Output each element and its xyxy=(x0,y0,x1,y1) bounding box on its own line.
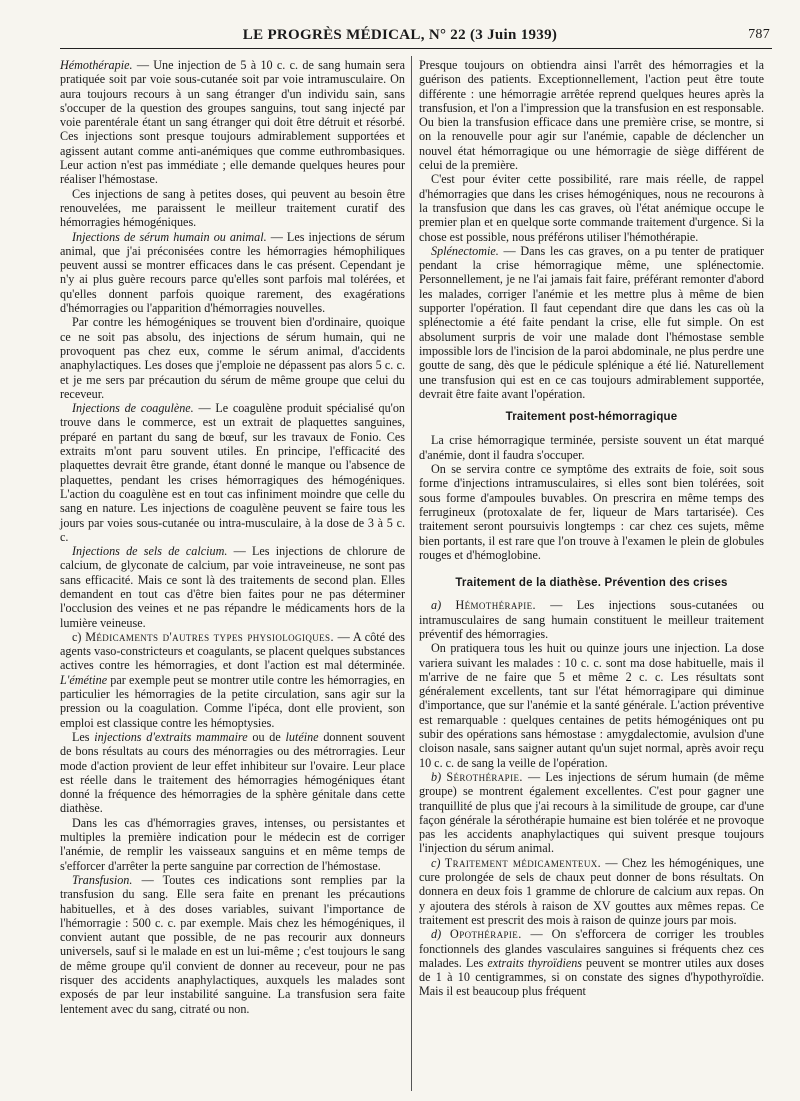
header-rule xyxy=(60,48,772,49)
paragraph-splenectomie: Splénectomie. — Dans les cas graves, on a pu tenter de pratiquer pendant la crise hémorragique même, une splénectomie. Personnellement, je ne l'ai jamais fait faire, préférant remonter d'abord les malades, corriger l'anémie et les mettre plus à même de bien supporter l'opération. Il faut cependant dire que dans les cas où la splénectomie a été faite pendant la crise, elle fut simple. On est absolument surpris de voir une malade dont l'hémostase semble impossible lors de l'incision de la paroi abdominale, ne plus perdre une goutte de sang, dès que le pédicule splénique a été lié. Naturellement une transfusion qui est en ce cas toujours admirablement supportée, devrait être faite avant l'opération. xyxy=(419,243,764,401)
paragraph: On pratiquera tous les huit ou quinze jours une injection. La dose variera suivant les malades : 10 c. c. sont ma dose habituelle, mais il m'arrive de ne faire que 5 et même 2 c. c. Les résultats sont généralement excellents, tant sur l'état hémorragipare qui diminue d'importance, que sur l'anémie et la santé générale. L'action préventive est remarquable : quelques centaines de petits hémogéniques ont pu subir des opérations sans hémostase : amygdalectomie, avulsion d'une cloison nasale, sans saigner autant qu'un sujet normal, après avoir reçu 10 c. c. de sang la veille de l'opération. xyxy=(419,641,764,770)
paragraph-c: c) Traitement médicamenteux. — Chez les hémogéniques, une cure prolongée de sels de chaux peut donner de bons résultats. On donnera en deux fois 1 gramme de chlorure de calcium aux repas. On y ajoutera des stérols à raison de XV gouttes aux mêmes repas. Ce traitement est prescrit des mois à raison de quinze jours par mois. xyxy=(419,855,764,927)
paragraph: La crise hémorragique terminée, persiste souvent un état marqué d'anémie, dont il faudra s'occuper. xyxy=(419,433,764,462)
paragraph: Ces injections de sang à petites doses, qui peuvent au besoin être renouvelées, me paraissent le meilleur traitement curatif des hémorragies hémogéniques. xyxy=(60,186,405,230)
paragraph: On se servira contre ce symptôme des extraits de foie, soit sous forme d'injections intramusculaires, si elles sont bien tolérées, soit sous forme d'ampoules buvables. On prescrira en même temps des ferrugineux (protoxalate de fer, liqueur de Mars tartarisée). Ces traitement seront poursuivis longtemps : car chez ces sujets, même bien portants, il est rare que l'on trouve à l'examen le plein de globules rouges et d'hémoglobine. xyxy=(419,462,764,562)
subheading-hemotherapie: Hémothérapie. xyxy=(60,58,133,72)
subheading-calcium: Injections de sels de calcium. xyxy=(72,544,228,559)
paragraph-hemotherapie: Hémothérapie. — Une injection de 5 à 10 c. c. de sang humain sera pratiquée soit par voie sous-cutanée soit par voie intramusculaire. On aura toujours recours à un sang étranger d'un individu sain, sans s'occuper de la question des groupes sanguins, tout sang injecté par voie parentérale étant un sang étranger qui doit être détruit et résorbé. Ces injections sont presque toujours admirablement supportées et agissent autant comme anti-anémiques que comme euthrombasiques. Leur action n'est pas immédiate ; elle demande quelques heures pour réaliser l'hémostase. xyxy=(60,58,405,187)
paragraph: C'est pour éviter cette possibilité, rare mais réelle, de rappel d'hémorragies que dans les crises hémogéniques, nous ne recourons à la transfusion que dans les cas graves, où l'état anémique occupe le premier plan et en quelque sorte commande traitement d'urgence. Si la chose est possible, nous préférons utiliser l'hémothérapie. xyxy=(419,172,764,244)
column-divider xyxy=(411,56,412,1091)
section-heading-diathese: Traitement de la diathèse. Prévention des crises xyxy=(455,577,728,590)
paragraph: Dans les cas d'hémorragies graves, intenses, ou persistantes et multiples la première indication pour le médecin est de corriger l'anémie, de remplir les vaisseaux sanguins et en même temps de s'efforcer d'arrêter la perte sanguine par correction de l'hémostase. xyxy=(60,815,405,873)
subheading-transfusion: Transfusion. xyxy=(72,872,133,887)
running-header xyxy=(0,27,800,47)
page-number: 787 xyxy=(748,27,770,42)
subheading-splenectomie: Splénectomie. xyxy=(431,243,499,258)
paragraph-d: d) Opothérapie. — On s'efforcera de corriger les troubles fonctionnels des glandes vasculaires sanguines si fréquents chez ces malades. Les extraits thyroïdiens peuvent se montrer utiles aux doses de 1 à 10 centigrammes, si on constate des signes d'hypothyroïdie. Mais il est beaucoup plus fréquent xyxy=(419,927,764,999)
subheading-serum: Injections de sérum humain ou animal. xyxy=(72,229,267,244)
paragraph-medicaments: c) Médicaments d'autres types physiologiques. — A côté des agents vaso-constricteurs et coagulants, se placent quelques substances actives contre les hémorragies, et dont l'action est mal déterminée. L'émétine par exemple peut se montrer utile contre les hémorragies, en particulier les hémorragies de la petite circulation, sans agir sur la pression ou la coagulation. Comme l'ipéca, dont elle provient, son emploi est classique contre les hémoptysies. xyxy=(60,629,405,730)
section-heading-post-hemorragique: Traitement post-hémorragique xyxy=(505,411,678,424)
left-column xyxy=(60,58,405,1016)
paragraph-transfusion: Transfusion. — Toutes ces indications sont remplies par la transfusion du sang. Elle sera faite en prenant les précautions habituelles, et à des doses variables, suivant l'importance de l'hémorragie : 500 c. c. par exemple. Mais chez les hémogéniques, il convient autant que possible, de ne pas recourir aux donneurs universels, sauf si le malade en est un lui-même ; c'est toujours le sang de même groupe qu'il convient de donner au receveur, pour ne pas risquer des accidents anaphylactiques, auxquels les malades sont exposés de par leur instabilité sanguine. La transfusion sera faite lentement avec du sang, citraté ou non. xyxy=(60,872,405,1016)
paragraph: Par contre les hémogéniques se trouvent bien d'ordinaire, quoique ce ne soit pas absolu, des injections de sérum humain, qui ne provoquent pas chez eux, comme le sérum animal, d'accidents anaphylactiques. Les doses que j'emploie ne dépassent pas alors 5 c. c. et je me sers par précaution du sérum de même groupe que celui du receveur. xyxy=(60,315,405,401)
paragraph-b: b) Sérothérapie. — Les injections de sérum humain (de même groupe) se montrent également excellentes. C'est pour gagner une tranquillité de plus que j'ai recours à la similitude de groupe, car d'une façon générale la sérothérapie humaine est bien tolérée et ne provoque pas les accidents anaphylactiques qui suivent presque toujours l'injection du sérum animal. xyxy=(419,769,764,856)
journal-title: LE PROGRÈS MÉDICAL, N° 22 (3 Juin 1939) xyxy=(242,27,558,43)
right-column xyxy=(419,58,764,999)
paragraph-a: a) Hémothérapie. — Les injections sous-cutanées ou intramusculaires de sang humain constituent le meilleur traitement préventif des hémorragies. xyxy=(419,598,764,641)
subheading-medicaments: Médicaments d'autres types physiologiques. xyxy=(85,629,334,644)
paragraph: Presque toujours on obtiendra ainsi l'arrêt des hémorragies et la guérison des patients. Exceptionnellement, l'action peut être toute différente : une hémorragie arrêtée reprend quelques heures après la transfusion, et l'on a l'impression que la transfusion en est responsable. Ou bien la transfusion efficace dans une première crise, se montre, si on la renouvelle pour agir sur l'anémie, capable de déclencher un nouvel état hémorragique ou une hémorragie de siège différent de celui de la première. xyxy=(419,58,764,173)
paragraph-coagulene: Injections de coagulène. — Le coagulène produit spécialisé qu'on trouve dans le commerce, est un extrait de plaquettes sanguines, préparé en partant du sang de bœuf, sur les travaux de Fonio. Ces extraits m'ont paru souvent utiles. En principe, l'efficacité des plaquettes devrait être grande, étant donné le manque ou l'absence de plaquettes, pendant les crises hémorragiques des hémogéniques. L'action du coagulène est en tout cas infiniment moindre que celle du sang en nature. Les injections de coagulène peuvent se faire tous les jours par voies sous-cutanée ou intra-musculaire, à la dose de 3 à 5 c. c. xyxy=(60,401,405,544)
subheading-coagulene: Injections de coagulène. xyxy=(72,401,194,416)
paragraph-serum: Injections de sérum humain ou animal. — Les injections de sérum animal, que j'ai préconisées contre les hémorragies hémophiliques peuvent aussi se montrer efficaces dans le cas présent. Cependant je n'y ai plus guère recours parce qu'elles sont parfois mal tolérées, et qu'elles donnent parfois quoique rarement, des exagérations d'hémorragies ou l'apparition d'hémorragies nouvelles. xyxy=(60,229,405,316)
paragraph-extraits: Les injections d'extraits mammaire ou de lutéine donnent souvent de bons résultats au cours des ménorragies ou des métrorragies. Leur mode d'action provient de leur effet inhibiteur sur l'ovaire. Leur place est réelle dans le traitement des hémorragies hémogéniques étant donné la fréquence des hémorragies de la sphère génitale dans cette diathèse. xyxy=(60,729,405,816)
paragraph-calcium: Injections de sels de calcium. — Les injections de chlorure de calcium, de glyconate de calcium, par voie intraveineuse, ne sont pas sans efficacité. Mais ce sont là des traitements de second plan. Elles demandent en tout cas d'être bien faites pour ne pas déterminer l'occlusion des veines et ne pas répandre le médicaments hors de la lumière veineuse. xyxy=(60,544,405,630)
